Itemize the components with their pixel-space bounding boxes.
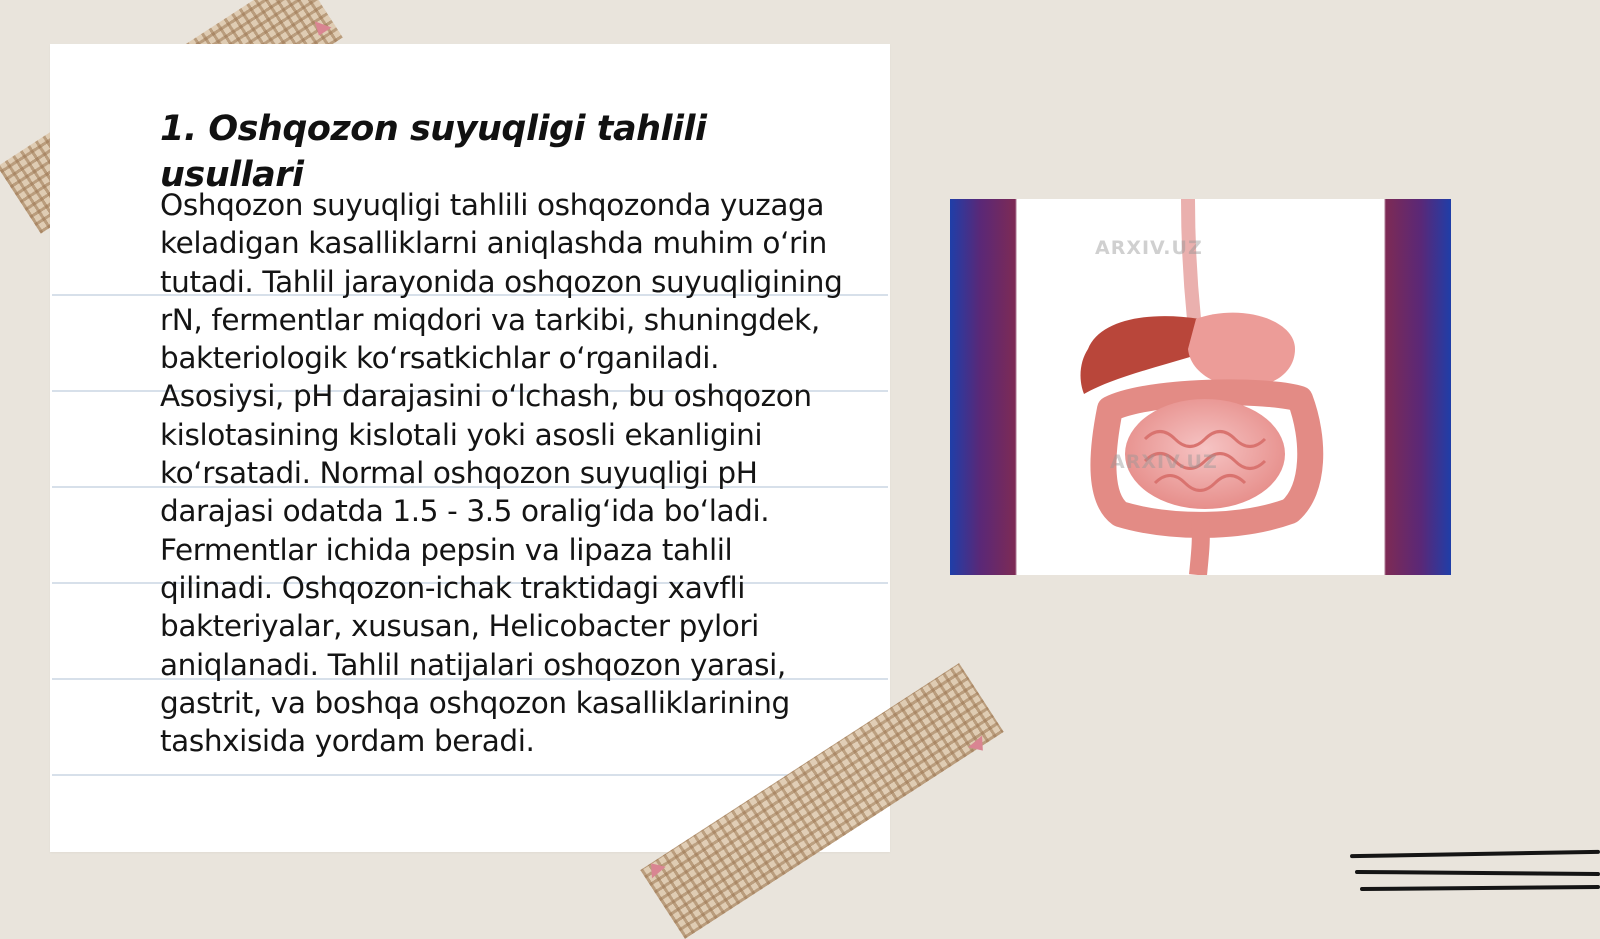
decorative-scribble-line (1355, 870, 1600, 876)
image-watermark: ARXIV.UZ (1095, 237, 1203, 259)
paper-rule-line (52, 774, 888, 776)
image-watermark-mid: ARXIV.UZ (1110, 451, 1218, 473)
slide-body-text: Oshqozon suyuqligi tahlili oshqozonda yuzaga keladigan kasalliklarni aniqlashda muhim oʻrin tutadi. Tahlil jarayonida oshqozon suyuqligining rN, fermentlar miqdori va tarkibi, shuningdek, bakteriologik koʻrsatkichlar oʻrganiladi. Asosiysi, pH darajasini oʻlchash, bu oshqozon kislotasining kislotali yoki asosli ekanligini koʻrsatadi. Normal oshqozon suyuqligi pH darajasi odatda 1.5 - 3.5 oraligʻida boʻladi. Fermentlar ichida pepsin va lipaza tahlil qilinadi. Oshqozon-ichak traktidagi xavfli bakteriyalar, xususan, Helicobacter pylori aniqlanadi. Tahlil natijalari oshqozon yarasi, gastrit, va boshqa oshqozon kasalliklarining tashxisida yordam beradi. (160, 188, 843, 759)
slide-title: 1. Oshqozon suyuqligi tahlili usullari (160, 109, 707, 195)
decorative-scribble-line (1350, 850, 1600, 858)
decorative-scribble-line (1360, 885, 1600, 891)
digestive-system-illustration (950, 199, 1451, 575)
